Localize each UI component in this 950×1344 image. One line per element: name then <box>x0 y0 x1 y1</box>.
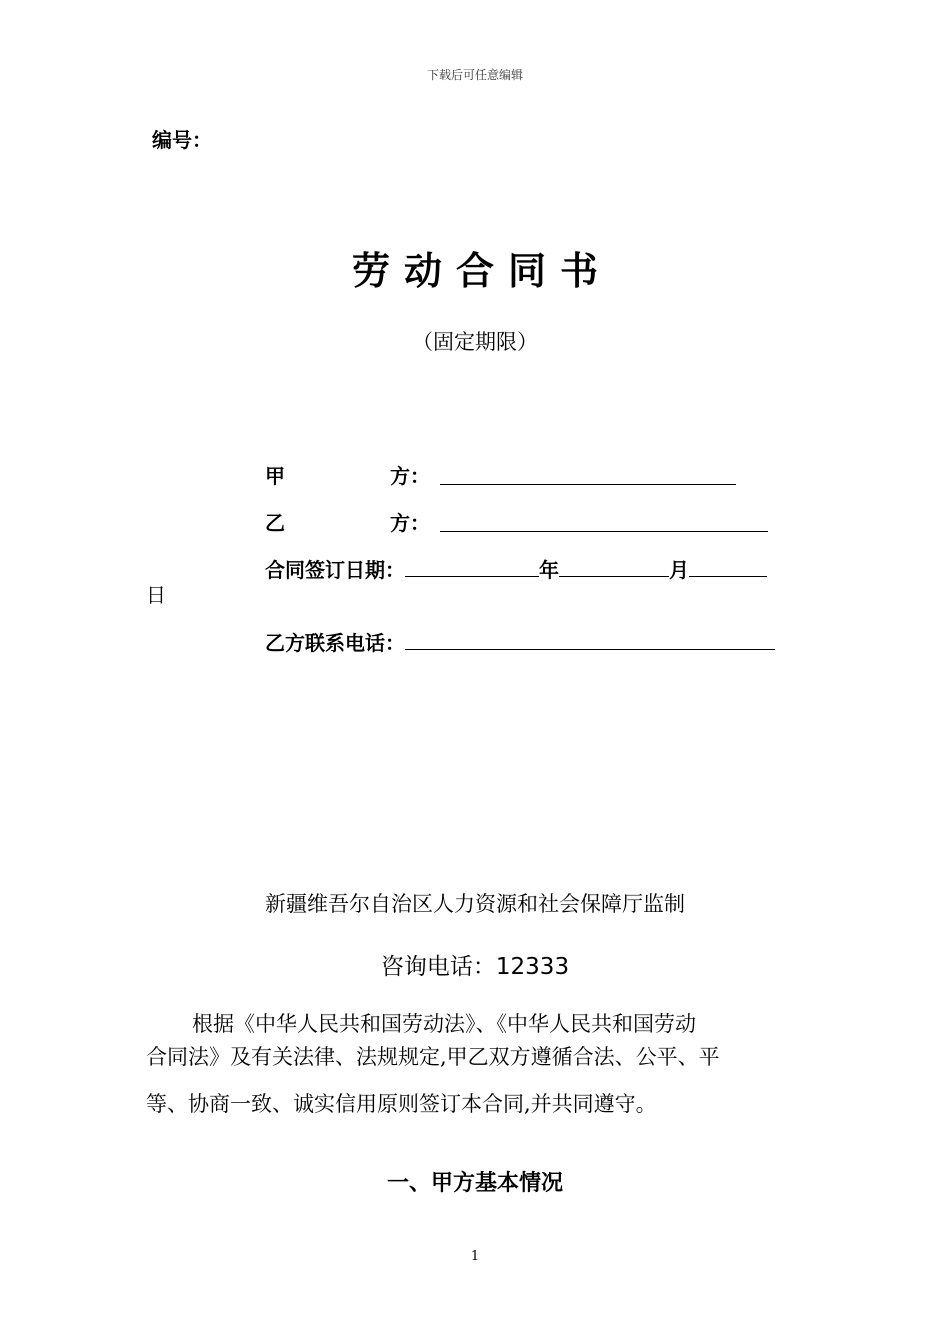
intro-line-3: 等、协商一致、诚实信用原则签订本合同,并共同遵守。 <box>146 1092 657 1116</box>
party-a-blank-line[interactable] <box>440 462 736 485</box>
year-blank-line[interactable] <box>405 554 539 577</box>
party-a-label-char1: 甲 <box>265 464 285 488</box>
signing-date-label: 合同签订日期： <box>265 558 405 582</box>
party-b-label-char1: 乙 <box>265 511 285 535</box>
supervisor-text: 新疆维吾尔自治区人力资源和社会保障厅监制 <box>265 892 685 916</box>
intro-line-1: 根据《中华人民共和国劳动法》、《中华人民共和国劳动 <box>192 1012 696 1036</box>
page-number: 1 <box>470 1249 480 1264</box>
day-blank-line[interactable] <box>689 554 767 577</box>
phone-row <box>265 627 775 656</box>
party-b-label-char2: 方： <box>390 511 430 535</box>
hotline-label: 咨询电话： <box>380 954 496 980</box>
signing-date-row <box>265 554 767 583</box>
party-b-blank-line[interactable] <box>440 509 768 532</box>
document-subtitle: （固定期限） <box>412 330 538 354</box>
year-label: 年 <box>539 558 559 582</box>
intro-line-2: 合同法》及有关法律、法规规定,甲乙双方遵循合法、公平、平 <box>146 1045 720 1069</box>
hotline <box>0 948 950 981</box>
document-title: 劳动合同书 <box>351 249 612 293</box>
month-blank-line[interactable] <box>559 554 669 577</box>
header-note: 下载后可任意编辑 <box>426 68 523 82</box>
party-a-label-char2: 方： <box>390 464 430 488</box>
phone-label: 乙方联系电话： <box>265 631 405 655</box>
intro-paragraph <box>146 1008 806 1121</box>
section-title: 一、甲方基本情况 <box>386 1171 563 1196</box>
month-label: 月 <box>669 558 689 582</box>
phone-blank-line[interactable] <box>405 627 775 650</box>
day-label: 日 <box>146 583 166 607</box>
hotline-number: 12333 <box>495 954 570 980</box>
doc-number-label: 编号： <box>152 128 212 152</box>
